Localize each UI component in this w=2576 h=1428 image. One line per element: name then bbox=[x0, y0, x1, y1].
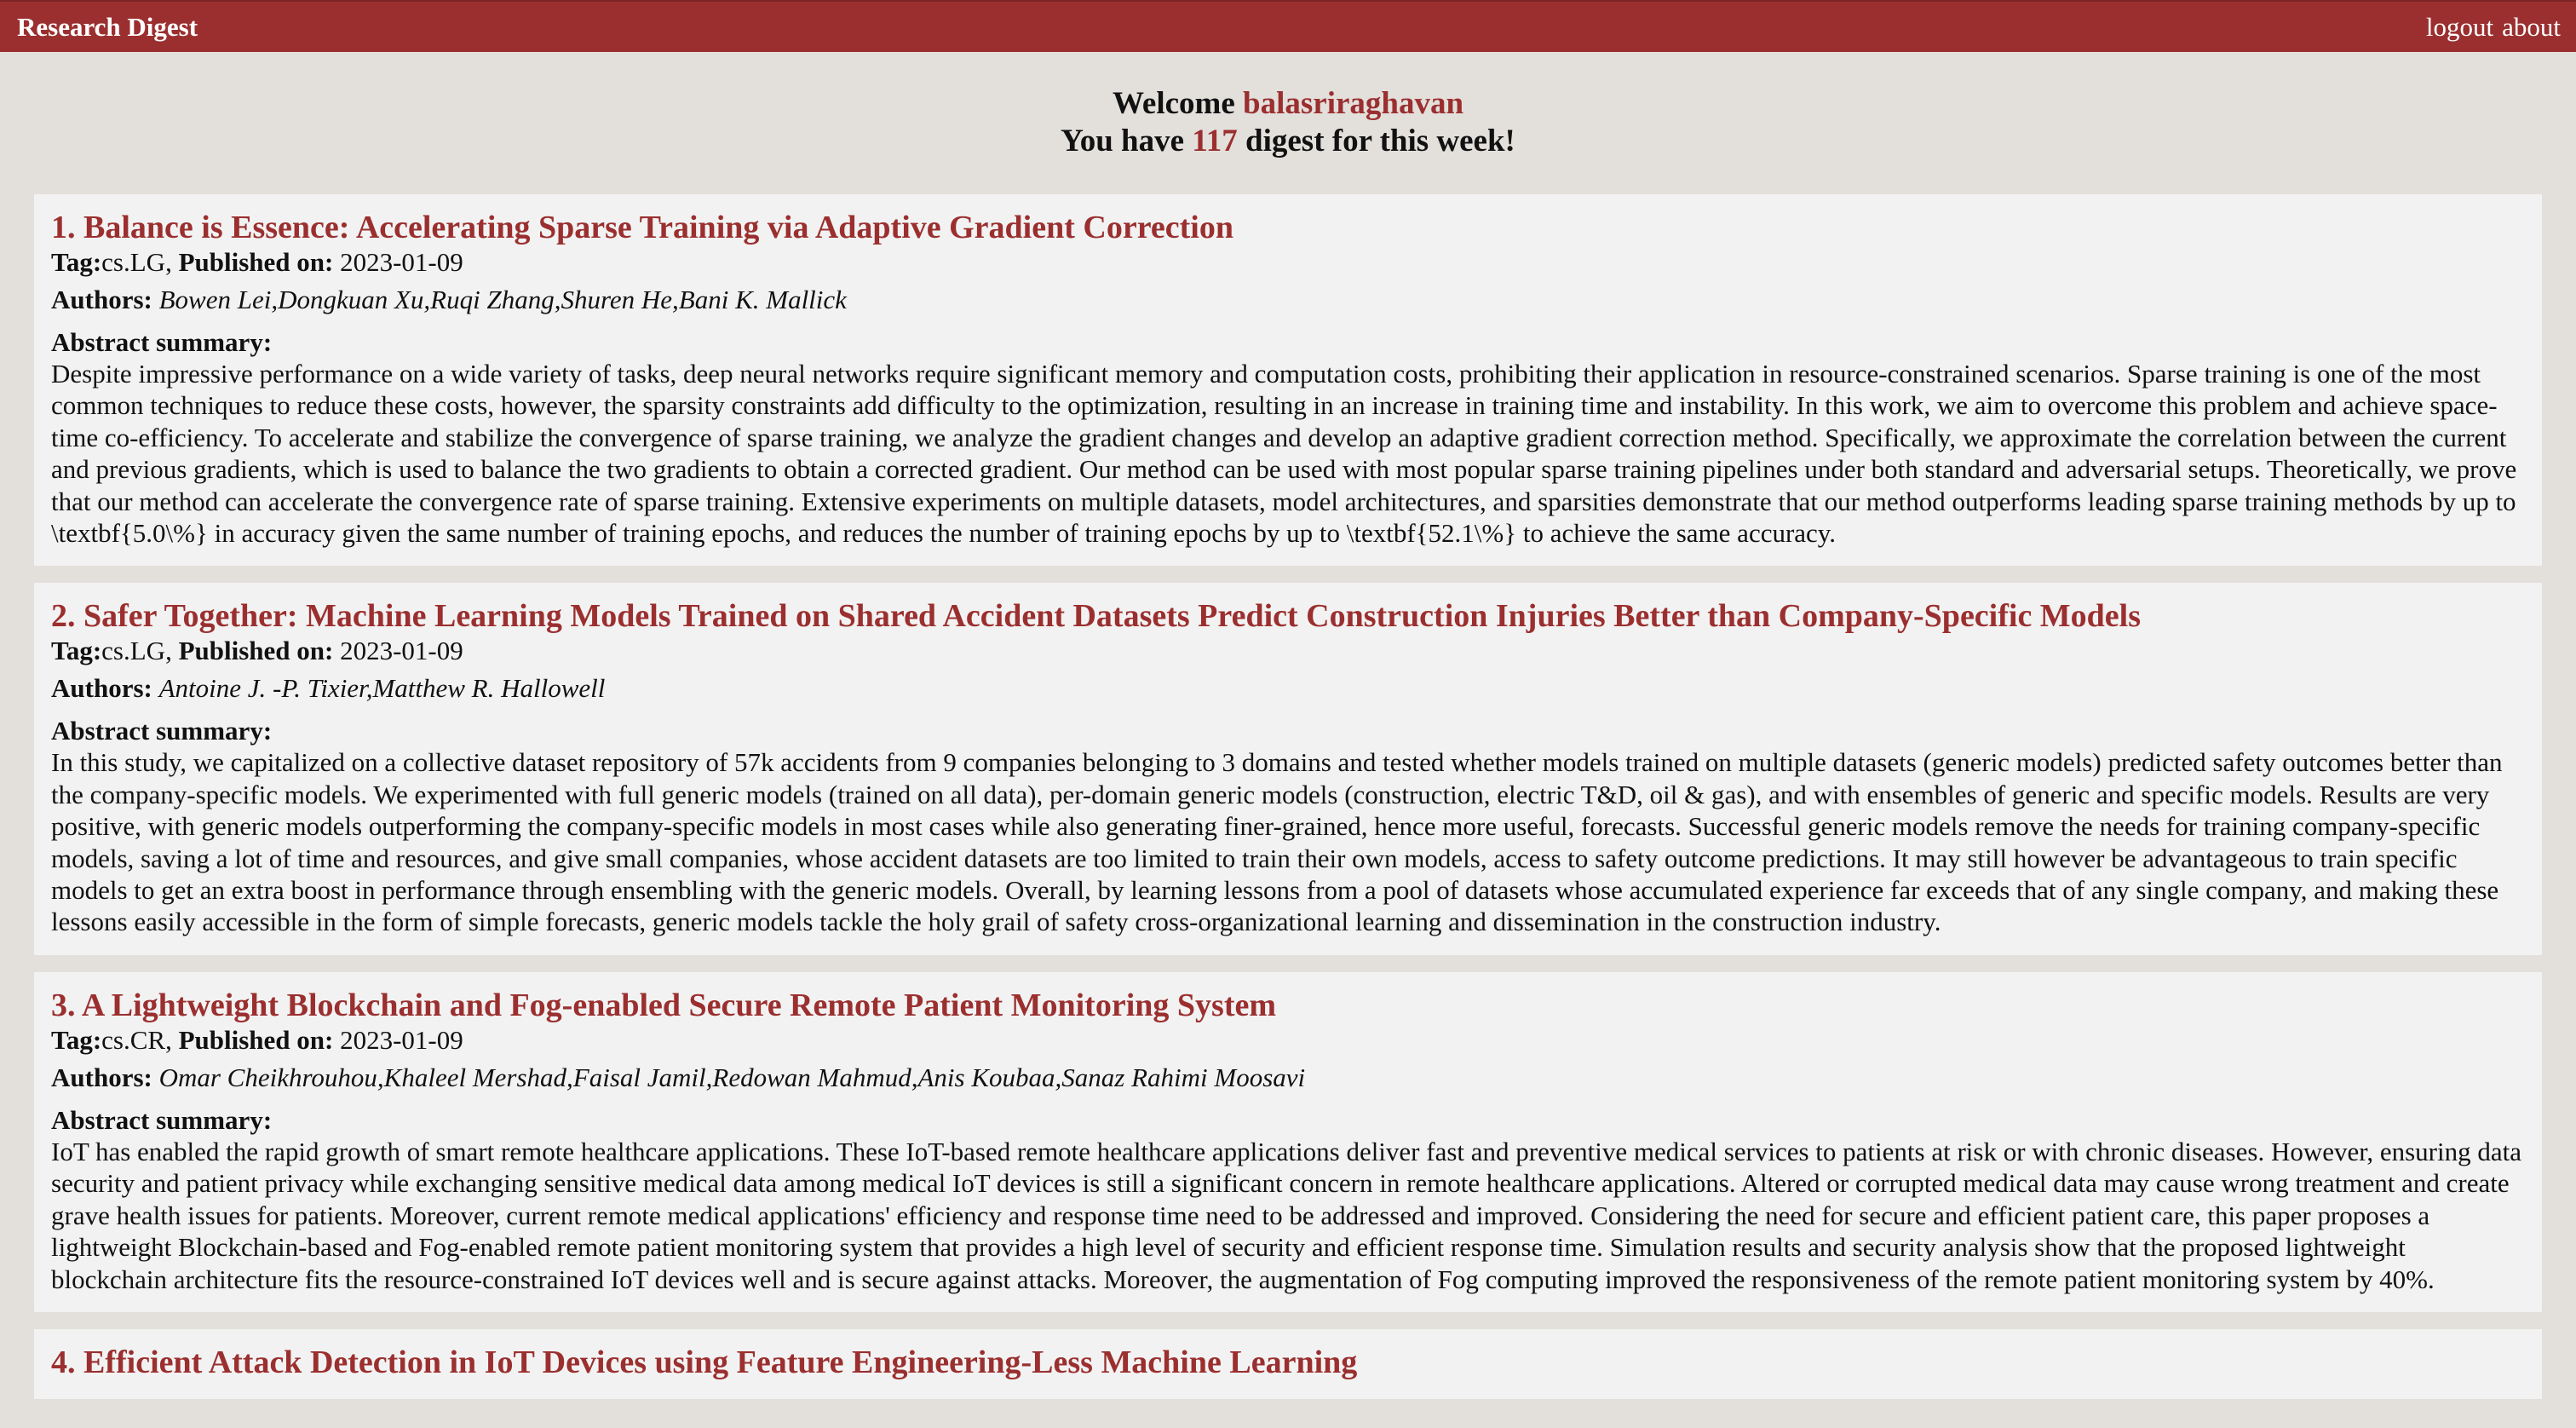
author-list: Bowen Lei,Dongkuan Xu,Ruqi Zhang,Shuren He,Bani K. Mallick bbox=[158, 285, 847, 314]
tag-label: Tag: bbox=[51, 1024, 102, 1055]
abstract-text: In this study, we capitalized on a collective dataset repository of 57k accidents from 9 companies belonging to 3 domains and tested whether models trained on multiple datasets (generic models) predicted safety outcomes better than the company-specific models. We experimented with full generic models (trained on all data), per-domain generic models (construction, electric T&D, oil & gas), and with ensembles of generic and specific models. Results are very positive, with generic models outperforming the company-specific models in most cases while also generating finer-grained, hence more useful, forecasts. Successful generic models remove the needs for training company-specific models, saving a lot of time and resources, and give small companies, whose accident datasets are too limited to train their own models, access to safety outcome predictions. It may still however be advantageous to train specific models to get an extra boost in performance through ensembling with the generic models. Overall, by learning lessons from a pool of datasets whose accumulated experience far exceeds that of any single company, and making these lessons easily accessible in the form of simple forecasts, generic models tackle the holy grail of safety cross-organizational learning and dissemination in the construction industry. bbox=[51, 747, 2503, 937]
count-prefix: You have bbox=[1061, 124, 1185, 158]
abstract-text: Despite impressive performance on a wide variety of tasks, deep neural networks require significant memory and computation costs, prohibiting their application in resource-constrained scenarios. Sparse training is one of the most common techniques to reduce these costs, however, the sparsity constraints add difficulty to the optimization, resulting in an increase in training time and instability. In this work, we aim to overcome this problem and achieve space-time co-efficiency. To accelerate and stabilize the convergence of sparse training, we analyze the gradient changes and develop an adaptive gradient correction method. Specifically, we approximate the correlation between the current and previous gradients, which is used to balance the two gradients to obtain a corrected gradient. Our method can be used with most popular sparse training pipelines under both standard and adversarial setups. Theoretically, we prove that our method can accelerate the convergence rate of sparse training. Extensive experiments on multiple datasets, model architectures, and sparsities demonstrate that our method outperforms leading sparse training methods by up to \textbf{5.0\%} in accuracy given the same number of training epochs, and reduces the number of training epochs by up to \textbf{52.1\%} to achieve the same accuracy. bbox=[51, 359, 2517, 549]
paper-title-link[interactable]: 2. Safer Together: Machine Learning Models Trained on Shared Accident Datasets Predict Construction Injuries Better than Company-Specific Models bbox=[51, 598, 2142, 635]
top-navbar bbox=[0, 0, 2576, 52]
digest-count-line bbox=[0, 123, 2576, 160]
paper-authors bbox=[51, 673, 2525, 704]
about-link[interactable]: about bbox=[2502, 12, 2561, 42]
authors-label: Authors: bbox=[51, 673, 152, 704]
paper-card bbox=[34, 972, 2542, 1312]
welcome-banner bbox=[0, 85, 2576, 160]
brand-link[interactable]: Research Digest bbox=[17, 12, 198, 42]
welcome-greeting: Welcome bbox=[1112, 86, 1235, 121]
author-list: Antoine J. -P. Tixier,Matthew R. Hallowell bbox=[158, 673, 606, 704]
paper-meta: Tag:cs.LG, Published on: 2023-01-09 bbox=[51, 636, 463, 666]
paper-title-link[interactable]: 3. A Lightweight Blockchain and Fog-enabled Secure Remote Patient Monitoring System bbox=[51, 987, 1276, 1023]
paper-tag: cs.CR bbox=[101, 1024, 166, 1055]
published-label: Published on: bbox=[178, 247, 334, 277]
paper-title-link[interactable]: 4. Efficient Attack Detection in IoT Devices using Feature Engineering-Less Machine Learning bbox=[51, 1344, 1358, 1380]
paper-card bbox=[34, 194, 2542, 566]
paper-card bbox=[34, 583, 2542, 954]
nav-links bbox=[2418, 12, 2561, 43]
paper-authors bbox=[51, 1062, 2525, 1093]
count-suffix: digest for this week! bbox=[1245, 124, 1515, 158]
paper-date: 2023-01-09 bbox=[340, 636, 463, 666]
author-list: Omar Cheikhrouhou,Khaleel Mershad,Faisal Jamil,Redowan Mahmud,Anis Koubaa,Sanaz Rahimi Moosavi bbox=[158, 1062, 1306, 1092]
paper-title-link[interactable]: 1. Balance is Essence: Accelerating Sparse Training via Adaptive Gradient Correction bbox=[51, 210, 1233, 245]
welcome-username: balasriraghavan bbox=[1243, 86, 1464, 121]
authors-label: Authors: bbox=[51, 285, 152, 314]
authors-label: Authors: bbox=[51, 1062, 152, 1092]
paper-tag: cs.LG bbox=[101, 636, 166, 666]
welcome-line bbox=[0, 85, 2576, 123]
paper-authors bbox=[51, 285, 2525, 315]
tag-label: Tag: bbox=[51, 636, 102, 666]
paper-date: 2023-01-09 bbox=[340, 1024, 463, 1055]
paper-meta: Tag:cs.LG, Published on: 2023-01-09 bbox=[51, 247, 463, 277]
paper-tag: cs.LG bbox=[101, 247, 166, 277]
logout-link[interactable]: logout bbox=[2425, 12, 2494, 42]
abstract-label: Abstract summary: bbox=[51, 1104, 273, 1135]
tag-label: Tag: bbox=[51, 247, 102, 277]
paper-meta: Tag:cs.CR, Published on: 2023-01-09 bbox=[51, 1024, 463, 1055]
paper-card bbox=[34, 1329, 2542, 1399]
published-label: Published on: bbox=[178, 636, 334, 666]
digest-count: 117 bbox=[1192, 124, 1238, 158]
abstract-label: Abstract summary: bbox=[51, 327, 273, 357]
published-label: Published on: bbox=[178, 1024, 334, 1055]
abstract-text: IoT has enabled the rapid growth of smart remote healthcare applications. These IoT-based remote healthcare applications deliver fast and preventive medical services to patients at risk or with chronic diseases. However, ensuring data security and patient privacy while exchanging sensitive medical data among medical IoT devices is still a significant concern in remote healthcare applications. Altered or corrupted medical data may cause wrong treatment and create grave health issues for patients. Moreover, current remote medical applications' efficiency and response time need to be addressed and improved. Considering the need for secure and efficient patient care, this paper proposes a lightweight Blockchain-based and Fog-enabled remote patient monitoring system that provides a high level of security and efficient response time. Simulation results and security analysis show that the proposed lightweight blockchain architecture fits the resource-constrained IoT devices well and is secure against attacks. Moreover, the augmentation of Fog computing improved the responsiveness of the remote patient monitoring system by 40%. bbox=[51, 1136, 2521, 1294]
paper-list bbox=[34, 194, 2542, 1416]
paper-date: 2023-01-09 bbox=[340, 247, 463, 277]
abstract-label: Abstract summary: bbox=[51, 716, 273, 746]
